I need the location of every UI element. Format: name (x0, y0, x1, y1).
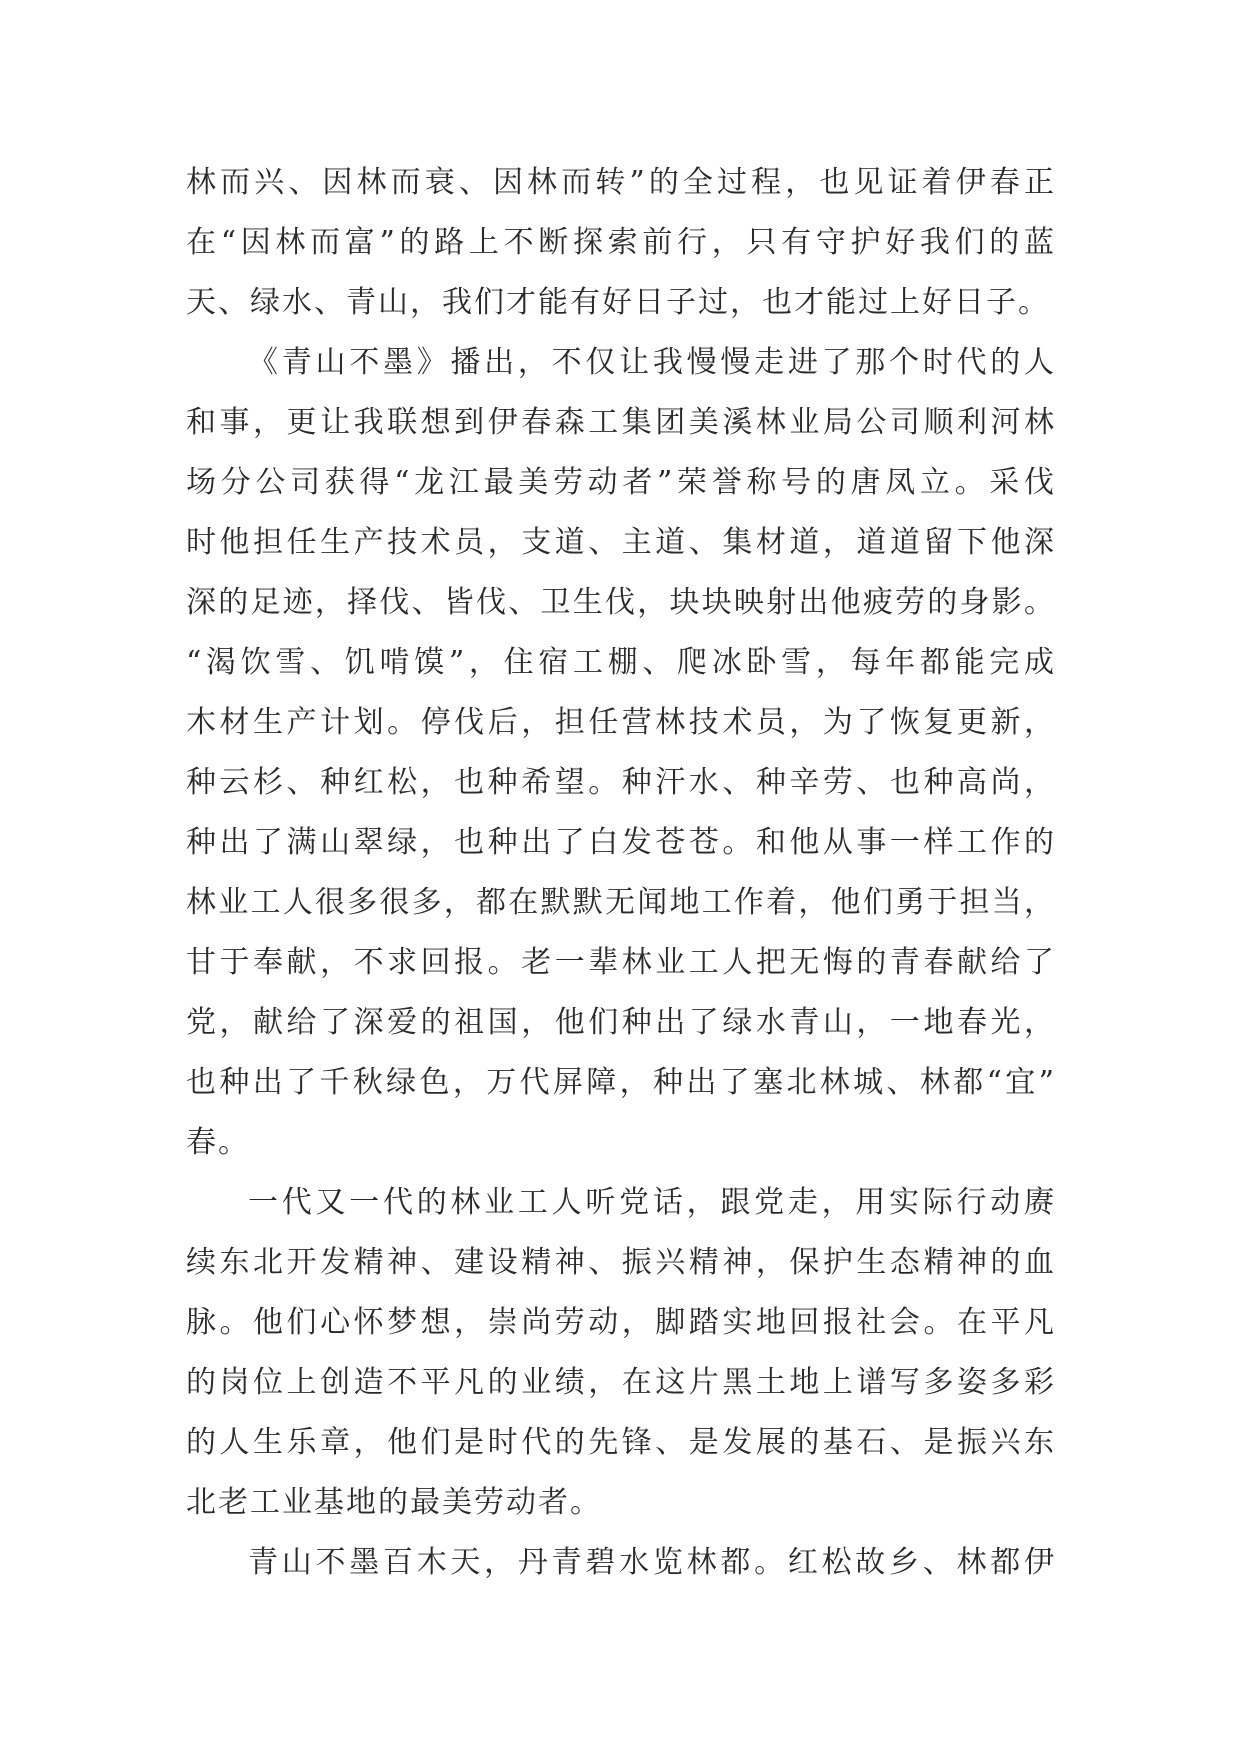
text-line: 的人生乐章，他们是时代的先锋、是发展的基石、是振兴东 (186, 1425, 1056, 1460)
text-line: 青山不墨百木天，丹青碧水览林都。红松故乡、林都伊 (248, 1545, 1056, 1580)
text-line: 种云杉、种红松，也种希望。种汗水、种辛劳、也种高尚， (186, 765, 1056, 800)
text-line: 林而兴、因林而衰、因林而转”的全过程，也见证着伊春正 (186, 165, 1056, 200)
text-line: 天、绿水、青山，我们才能有好日子过，也才能过上好日子。 (186, 285, 1050, 320)
paragraph (186, 1533, 1056, 1593)
text-line: 北老工业基地的最美劳动者。 (186, 1485, 602, 1520)
text-line: 《青山不墨》播出，不仅让我慢慢走进了那个时代的人 (248, 345, 1056, 380)
text-line: 场分公司获得“龙江最美劳动者”荣誉称号的唐凤立。采伐 (186, 465, 1056, 500)
text-line: 和事，更让我联想到伊春森工集团美溪林业局公司顺利河林 (186, 405, 1056, 440)
document-body (186, 153, 1056, 1593)
paragraph (186, 1173, 1056, 1533)
text-line: 续东北开发精神、建设精神、振兴精神，保护生态精神的血 (186, 1245, 1056, 1280)
text-line: 在“因林而富”的路上不断探索前行，只有守护好我们的蓝 (186, 225, 1056, 260)
text-line: “渴饮雪、饥啃馍”，住宿工棚、爬冰卧雪，每年都能完成 (186, 645, 1056, 680)
paragraph (186, 333, 1056, 1173)
text-line: 党，献给了深爱的祖国，他们种出了绿水青山，一地春光， (186, 1005, 1056, 1040)
text-line: 林业工人很多很多，都在默默无闻地工作着，他们勇于担当， (186, 885, 1056, 920)
text-line: 也种出了千秋绿色，万代屏障，种出了塞北林城、林都“宜” (186, 1065, 1056, 1100)
paragraph (186, 153, 1056, 333)
text-line: 一代又一代的林业工人听党话，跟党走，用实际行动赓 (248, 1185, 1056, 1220)
text-line: 时他担任生产技术员，支道、主道、集材道，道道留下他深 (186, 525, 1056, 560)
text-line: 脉。他们心怀梦想，崇尚劳动，脚踏实地回报社会。在平凡 (186, 1305, 1056, 1340)
text-line: 春。 (186, 1125, 250, 1160)
text-line: 深的足迹，择伐、皆伐、卫生伐，块块映射出他疲劳的身影。 (186, 585, 1056, 620)
text-line: 甘于奉献，不求回报。老一辈林业工人把无悔的青春献给了 (186, 945, 1056, 980)
text-line: 的岗位上创造不平凡的业绩，在这片黑土地上谱写多姿多彩 (186, 1365, 1056, 1400)
text-line: 种出了满山翠绿，也种出了白发苍苍。和他从事一样工作的 (186, 825, 1056, 860)
text-line: 木材生产计划。停伐后，担任营林技术员，为了恢复更新， (186, 705, 1056, 740)
